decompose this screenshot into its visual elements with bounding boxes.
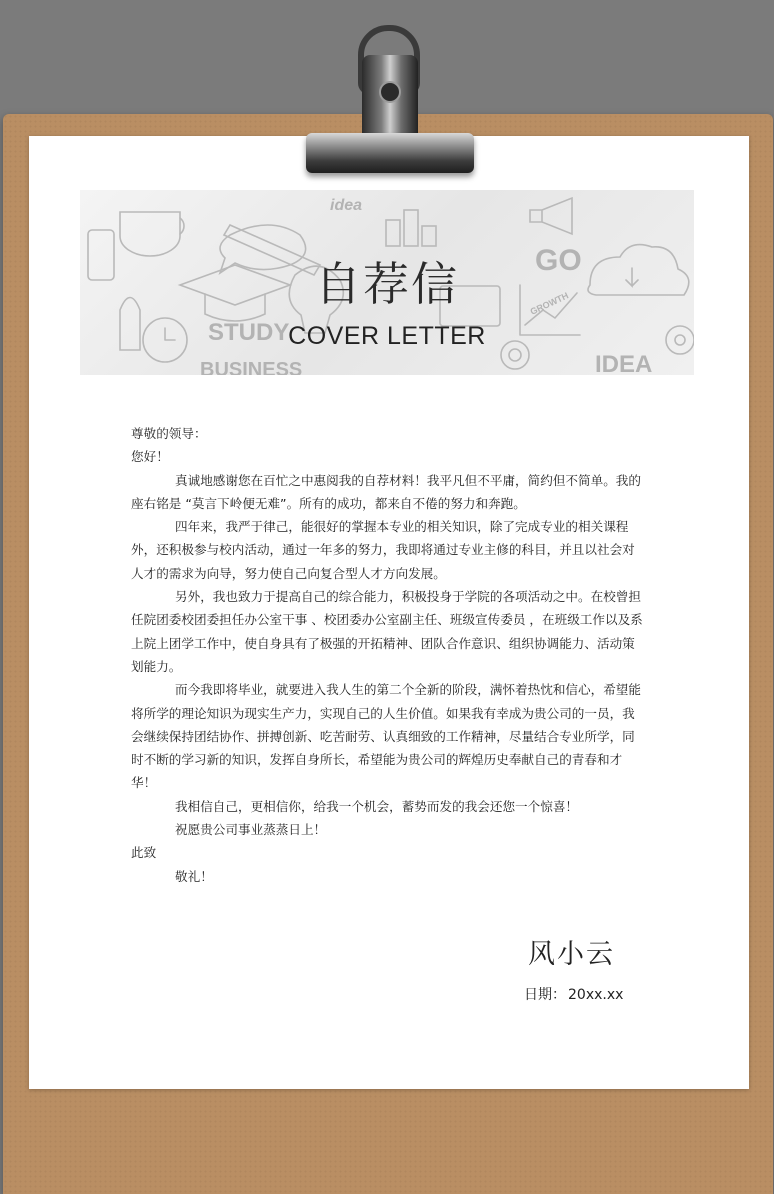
doodle-word-study: STUDY bbox=[208, 319, 290, 346]
megaphone-icon bbox=[530, 198, 572, 234]
letter-line: 祝愿贵公司事业蒸蒸日上！ bbox=[175, 822, 327, 838]
header-banner bbox=[80, 190, 694, 375]
binder-clip-rivet bbox=[379, 81, 401, 103]
letter-paragraph: 真诚地感谢您在百忙之中惠阅我的自荐材料！我平凡但不平庸，简约但不简单。我的座右铭是 “莫言下岭便无难”。所有的成功，都来自不倦的努力和奔跑。 bbox=[131, 472, 641, 511]
doodle-word-idea-big: IDEA bbox=[595, 351, 653, 375]
doodle-word-business: BUSINESS bbox=[200, 359, 303, 375]
letter-line: 我相信自己，更相信你，给我一个机会，蓄势而发的我会还您一个惊喜！ bbox=[175, 798, 578, 814]
signature-name: 风小云 bbox=[528, 939, 615, 970]
letter-closing: 此致 bbox=[131, 845, 157, 861]
doodle-word-go: GO bbox=[535, 244, 582, 277]
letter-paragraph: 另外，我也致力于提高自己的综合能力，积极投身于学院的各项活动之中。在校曾担任院团委校团委担任办公室干事 、校团委办公室副主任、班级宣传委员 ，在班级工作以及系上院上团学工作中，使自身具有了极强的开拓精神、团队合作意识、组织协调能力、活动策划能力。 bbox=[131, 589, 643, 674]
date-label: 日期： bbox=[524, 987, 566, 1003]
signature-date bbox=[522, 984, 623, 1004]
date-value: 20xx.xx bbox=[568, 987, 624, 1003]
binder-clip-base bbox=[306, 133, 474, 173]
doodle-word-growth: GROWTH bbox=[528, 290, 571, 317]
letter-salute: 敬礼！ bbox=[175, 868, 213, 884]
letter-greeting: 尊敬的领导： bbox=[131, 426, 207, 441]
letter-paragraph: 四年来，我严于律己，能很好的掌握本专业的相关知识，除了完成专业的相关课程外，还积极参与校内活动，通过一年多的努力，我即将通过专业主修的科目，并且以社会对人才的需求为向导，努力使自己向复合型人才方向发展。 bbox=[131, 519, 635, 581]
letter-paragraph: 而今我即将毕业，就要进入我人生的第二个全新的阶段，满怀着热忱和信心，希望能将所学的理论知识为现实生产力，实现自己的人生价值。如果我有幸成为贵公司的一员，我会继续保持团结协作、拼搏创新、吃苦耐劳、认真细致的工作精神，尽量结合专业所学，同时不断的学习新的知识，发挥自身所长，希望能为贵公司的辉煌历史奉献自己的青春和才华！ bbox=[131, 682, 641, 791]
page-title: 自荐信 bbox=[315, 257, 459, 311]
page-subtitle: COVER LETTER bbox=[288, 322, 486, 350]
letter-hello: 您好！ bbox=[131, 449, 169, 465]
doodle-word-idea: idea bbox=[330, 197, 363, 214]
binder-clip bbox=[300, 25, 480, 177]
bar-chart-icon bbox=[386, 220, 400, 246]
letter-body bbox=[131, 422, 645, 888]
